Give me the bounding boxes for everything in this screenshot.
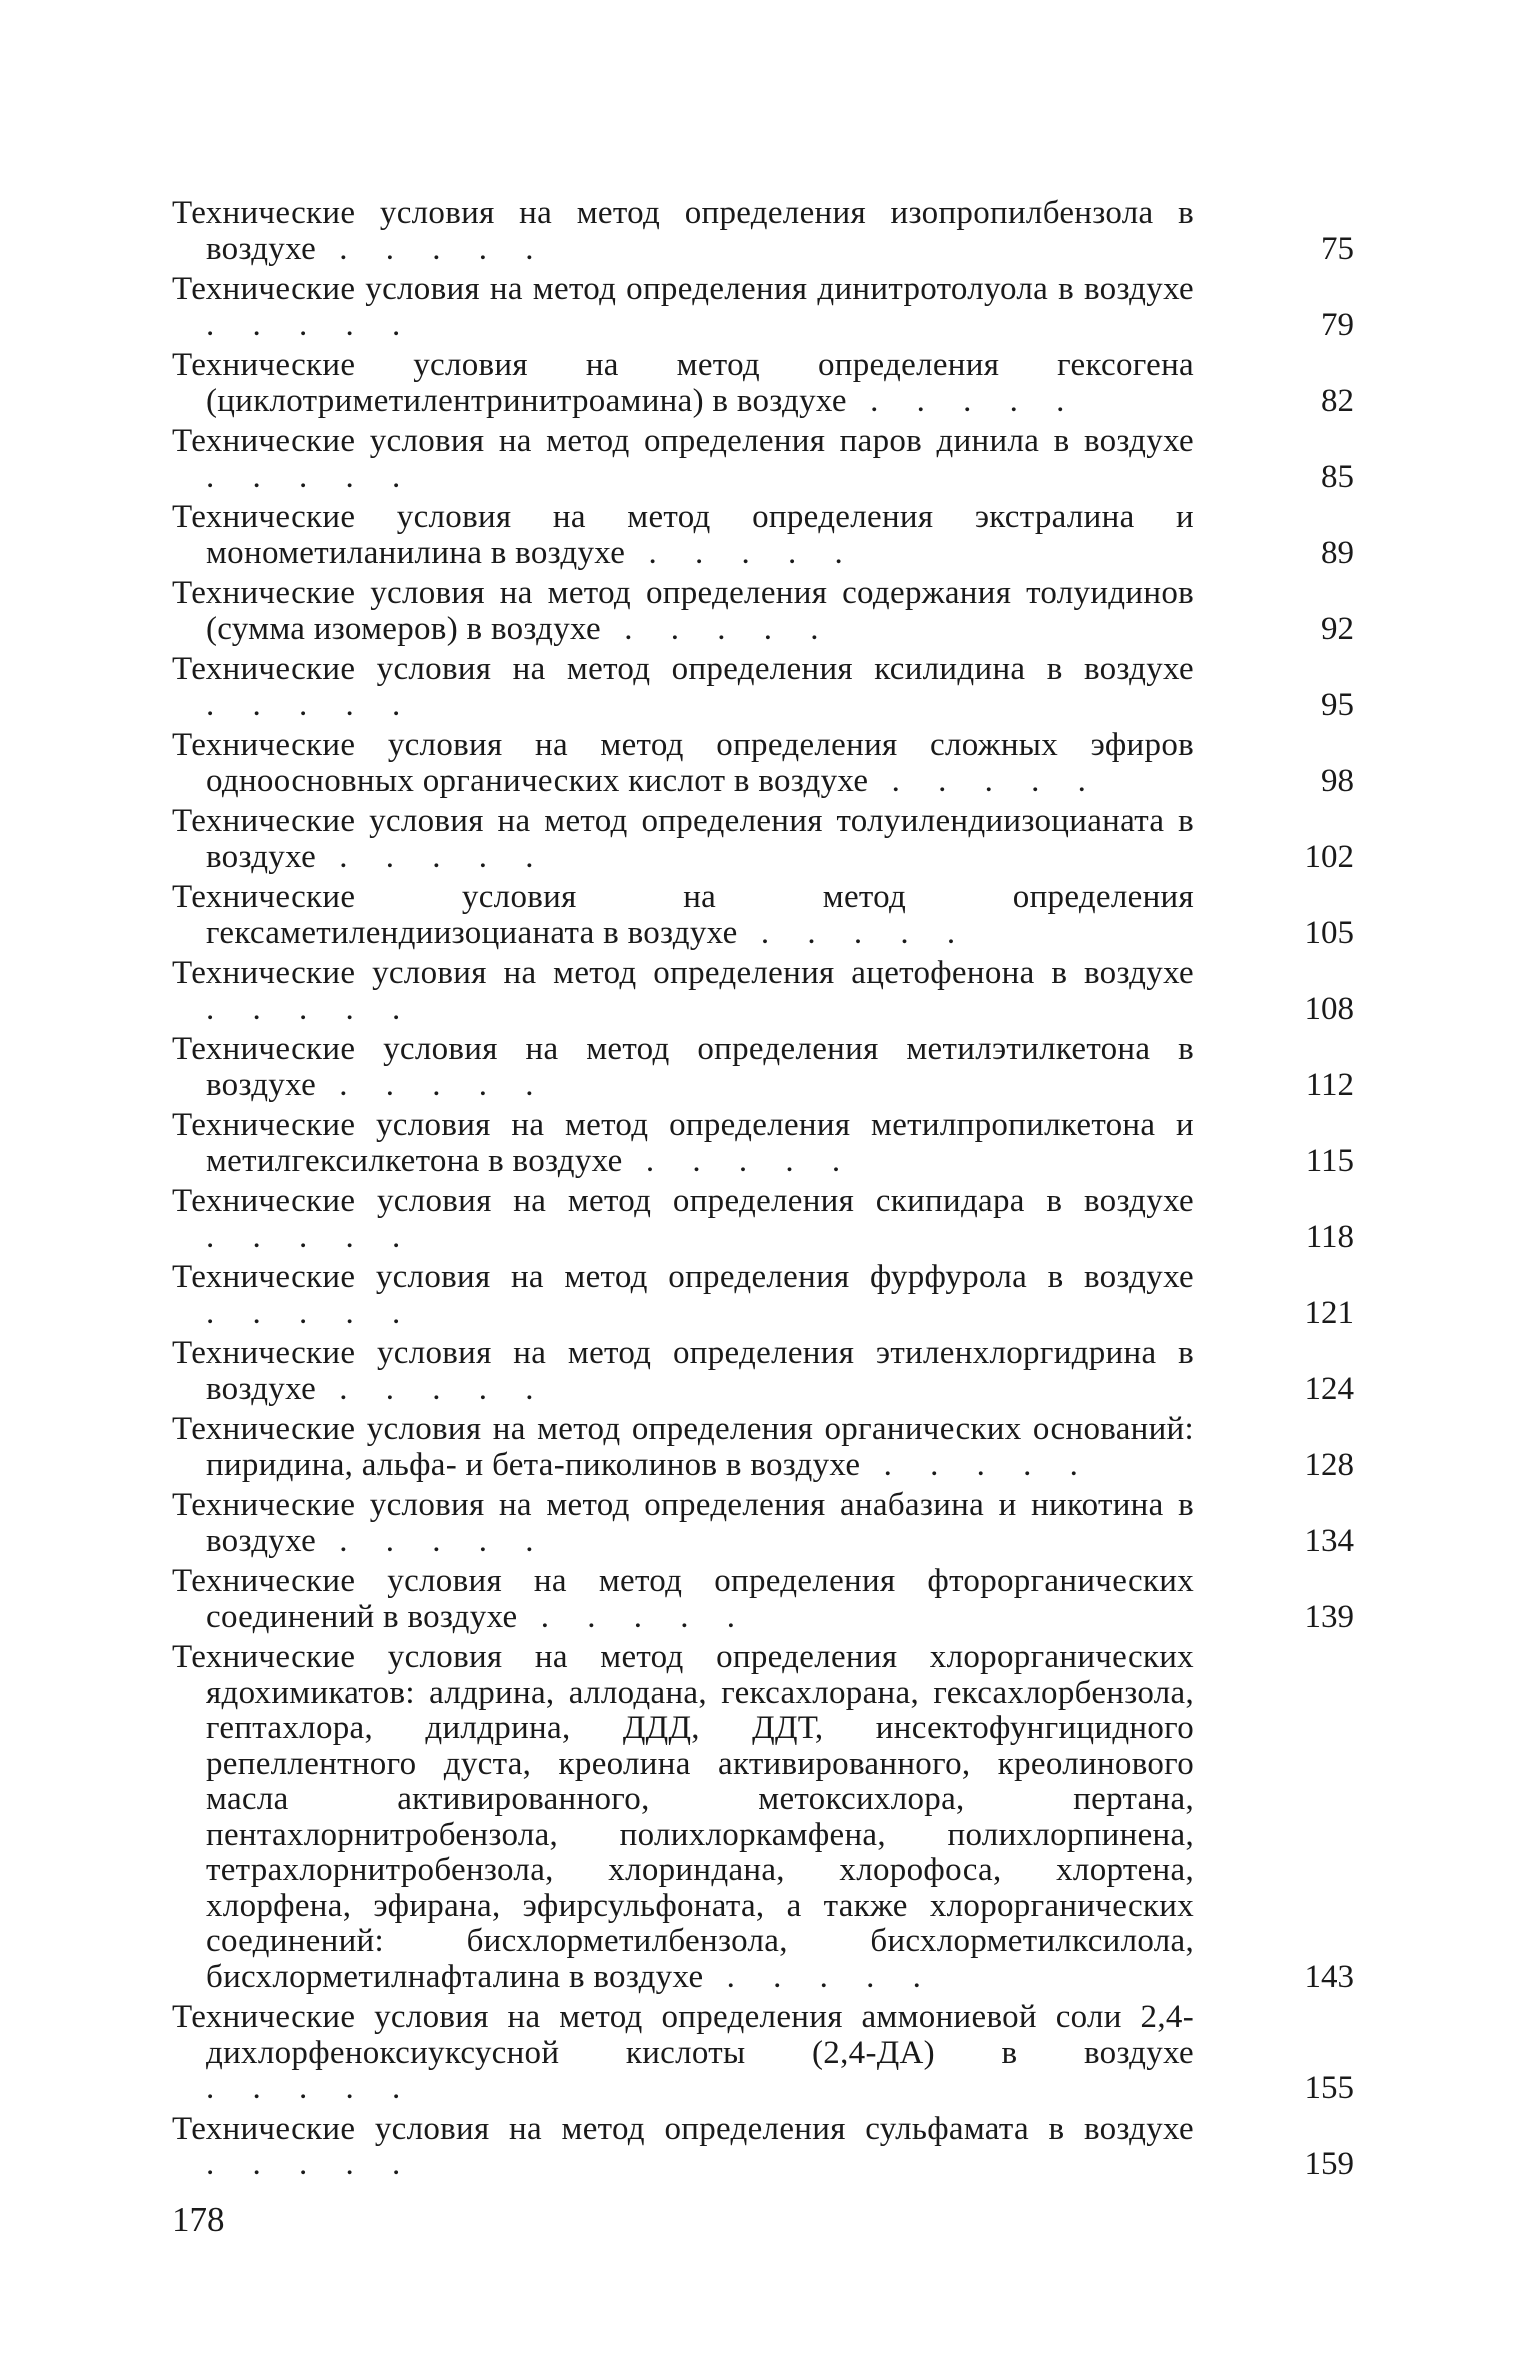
dot-leader: . . . . .	[316, 1522, 549, 1559]
toc-entry-page-number: 102	[1304, 838, 1354, 875]
toc-entry	[172, 880, 1354, 951]
toc-entry-title-text: Технические условия на метод определения содержания толуидинов (сумма изомеров) в воздухе	[172, 575, 1194, 647]
toc-entry-title-text: Технические условия на метод определения ацетофенона в воздухе	[172, 955, 1194, 991]
toc-entry-page-number: 85	[1321, 458, 1354, 495]
toc-entry	[172, 652, 1354, 723]
toc-entry	[172, 1488, 1354, 1559]
toc-entry-title-text: Технические условия на метод определения изопропилбензола в воздухе	[172, 195, 1194, 267]
dot-leader: . . . . .	[206, 990, 416, 1027]
dot-leader: . . . . .	[625, 534, 858, 571]
toc-entry-page-number: 159	[1304, 2146, 1354, 2182]
toc-entry-title	[172, 272, 1354, 343]
dot-leader: . . . . .	[868, 762, 1101, 799]
page-number: 178	[172, 2200, 225, 2239]
dot-leader: . . . . .	[846, 382, 1080, 419]
toc-entry-title-text: Технические условия на метод определения этиленхлоргидрина в воздухе	[172, 1335, 1194, 1407]
dot-leader: . . . . .	[860, 1446, 1093, 1483]
dot-leader: . . . . .	[206, 2070, 416, 2106]
toc-entry-title	[172, 1336, 1354, 1407]
toc-entry	[172, 1260, 1354, 1331]
table-of-contents	[172, 196, 1354, 2188]
toc-entry-page-number: 118	[1305, 1218, 1354, 1255]
toc-entry-title	[172, 576, 1354, 647]
dot-leader: . . . . .	[206, 1218, 416, 1255]
toc-entry-title	[172, 880, 1354, 951]
toc-entry-title	[172, 1640, 1354, 1995]
toc-entry-page-number: 75	[1321, 230, 1354, 267]
toc-entry	[172, 1564, 1354, 1635]
toc-entry-title-text: Технические условия на метод определения сложных эфиров одноосновных органических кислот в воздухе	[172, 727, 1194, 799]
toc-entry-title-text: Технические условия на метод определения паров динила в воздухе	[172, 423, 1194, 459]
toc-entry	[172, 196, 1354, 267]
dot-leader: . . . . .	[600, 610, 834, 647]
toc-entry-page-number: 108	[1304, 990, 1354, 1027]
toc-entry-page-number: 82	[1321, 382, 1354, 419]
toc-entry	[172, 348, 1354, 419]
toc-entry-page-number: 143	[1304, 1958, 1354, 1995]
dot-leader: . . . . .	[316, 1370, 549, 1407]
toc-entry-title	[172, 1032, 1354, 1103]
toc-entry	[172, 2112, 1354, 2183]
toc-entry-page-number: 124	[1304, 1370, 1354, 1407]
toc-entry	[172, 1640, 1354, 1995]
toc-entry	[172, 272, 1354, 343]
toc-entry-title	[172, 652, 1354, 723]
toc-entry-title-text: Технические условия на метод определения ксилидина в воздухе	[172, 651, 1194, 687]
toc-entry-title-text: Технические условия на метод определения хлорорганических ядохимикатов: алдрина, аллодана, гексахлорана, гексахлорбензола, гептахлора, дилдрина, ДДД, ДДТ, инсектофунгицидного репеллентного дуста, креолина активированного, креолинового масла активированного, метоксихлора, пертана, пентахлорнитробензола, полихлоркамфена, полихлорпинена, тетрахлорнитробензола, хлориндана, хлорофоса, хлортена, хлорфена, эфирана, эфирсульфоната, а также хлорорганических соединений: бисхлорметилбензола, бисхлорметилксилола, бисхлорметилнафталина в воздухе	[172, 1639, 1194, 1995]
dot-leader: . . . . .	[206, 306, 416, 343]
toc-entry	[172, 576, 1354, 647]
dot-leader: . . . . .	[206, 458, 416, 495]
dot-leader: . . . . .	[316, 838, 549, 875]
toc-entry	[172, 500, 1354, 571]
toc-entry-title-text: Технические условия на метод определения метилэтилкетона в воздухе	[172, 1031, 1194, 1103]
toc-entry	[172, 1412, 1354, 1483]
toc-entry	[172, 1184, 1354, 1255]
toc-entry-title	[172, 348, 1354, 419]
toc-entry-title	[172, 500, 1354, 571]
toc-entry-title-text: Технические условия на метод определения аммониевой соли 2,4-дихлорфеноксиуксусной кислоты (2,4-ДА) в воздухе	[172, 1999, 1194, 2071]
toc-entry-title-text: Технические условия на метод определения фурфурола в воздухе	[172, 1259, 1194, 1295]
toc-entry-title-text: Технические условия на метод определения гексаметилендиизоцианата в воздухе	[172, 879, 1194, 951]
toc-entry	[172, 1336, 1354, 1407]
toc-entry-page-number: 139	[1304, 1598, 1354, 1635]
toc-entry-title	[172, 804, 1354, 875]
dot-leader: . . . . .	[703, 1958, 936, 1995]
toc-entry-title-text: Технические условия на метод определения сульфамата в воздухе	[172, 2110, 1194, 2147]
toc-entry-title-text: Технические условия на метод определения толуилендиизоцианата в воздухе	[172, 803, 1194, 875]
toc-entry-page-number: 134	[1304, 1522, 1354, 1559]
toc-entry-title-text: Технические условия на метод определения фторорганических соединений в воздухе	[172, 1563, 1194, 1635]
toc-entry-title	[172, 2000, 1354, 2107]
toc-entry-title-text: Технические условия на метод определения скипидара в воздухе	[172, 1183, 1194, 1219]
toc-entry	[172, 2000, 1354, 2107]
dot-leader: . . . . .	[206, 1294, 416, 1331]
dot-leader: . . . . .	[206, 2146, 416, 2182]
toc-entry-title	[172, 196, 1354, 267]
toc-entry-page-number: 105	[1304, 914, 1354, 951]
dot-leader: . . . . .	[316, 230, 549, 267]
toc-entry-page-number: 92	[1321, 610, 1354, 647]
toc-entry-title-text: Технические условия на метод определения экстралина и монометиланилина в воздухе	[172, 499, 1194, 571]
toc-entry-title	[172, 1564, 1354, 1635]
toc-entry	[172, 804, 1354, 875]
toc-entry	[172, 424, 1354, 495]
toc-entry	[172, 728, 1354, 799]
toc-entry-title	[172, 1488, 1354, 1559]
toc-entry-title	[172, 1184, 1354, 1255]
toc-entry	[172, 956, 1354, 1027]
toc-entry-title	[172, 1412, 1354, 1483]
toc-entry-title-text: Технические условия на метод определения метилпропилкетона и метилгексилкетона в воздухе	[172, 1107, 1194, 1179]
toc-entry-page-number: 95	[1321, 686, 1354, 723]
toc-entry-page-number: 115	[1305, 1142, 1354, 1179]
toc-entry-title	[172, 1108, 1354, 1179]
toc-entry-page-number: 79	[1321, 306, 1354, 343]
toc-entry-page-number: 121	[1304, 1294, 1354, 1331]
toc-entry-title-text: Технические условия на метод определения анабазина и никотина в воздухе	[172, 1487, 1194, 1559]
toc-entry	[172, 1032, 1354, 1103]
dot-leader: . . . . .	[622, 1142, 856, 1179]
toc-entry-page-number: 155	[1304, 2070, 1354, 2106]
toc-entry-page-number: 128	[1304, 1446, 1354, 1483]
toc-entry-title	[172, 956, 1354, 1027]
toc-entry-title-text: Технические условия на метод определения гексогена (циклотриметилентринитроамина) в воздухе	[172, 347, 1194, 419]
toc-entry-title	[172, 2112, 1354, 2183]
toc-entry	[172, 1108, 1354, 1179]
dot-leader: . . . . .	[517, 1598, 750, 1635]
dot-leader: . . . . .	[316, 1066, 549, 1103]
toc-entry-title-text: Технические условия на метод определения органических оснований: пиридина, альфа- и бета-пиколинов в воздухе	[172, 1411, 1194, 1483]
toc-entry-title	[172, 728, 1354, 799]
dot-leader: . . . . .	[737, 914, 971, 951]
dot-leader: . . . . .	[206, 686, 416, 723]
toc-entry-page-number: 89	[1321, 534, 1354, 571]
toc-entry-title	[172, 424, 1354, 495]
toc-entry-page-number: 112	[1305, 1066, 1354, 1103]
toc-entry-title-text: Технические условия на метод определения динитротолуола в воздухе	[172, 271, 1194, 307]
toc-entry-title	[172, 1260, 1354, 1331]
toc-entry-page-number: 98	[1321, 762, 1354, 799]
